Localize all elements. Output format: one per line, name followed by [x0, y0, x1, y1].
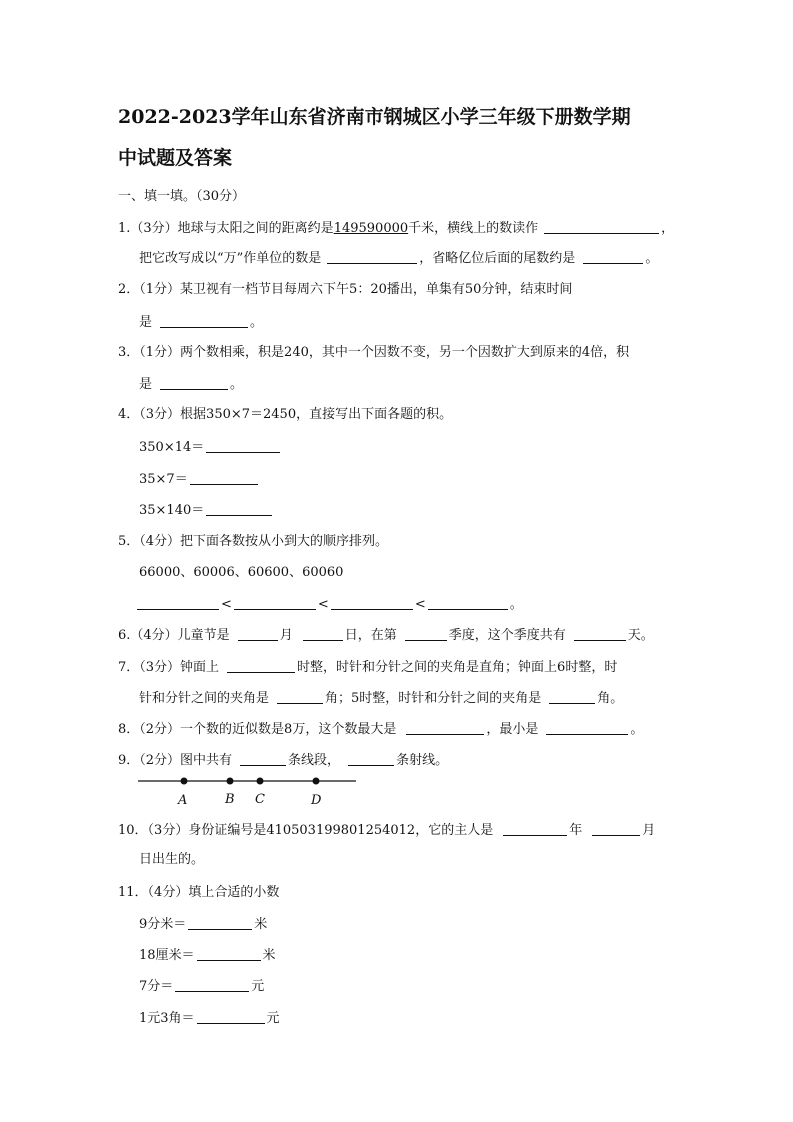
- section-heading: 一、填一填。（30分）: [118, 189, 246, 204]
- question-1-line-2: 把它改写成以“万”作单位的数是 ，省略亿位后面的尾数约是 。: [139, 251, 659, 266]
- answer-blank[interactable]: [188, 917, 252, 930]
- point-label-b: B: [225, 792, 235, 807]
- question-7-line-1: 7．（3分）钟面上 时整，时针和分针之间的夹角是直角；钟面上6时整，时: [118, 660, 618, 675]
- point-label-c: C: [255, 792, 265, 807]
- point-label-d: D: [311, 793, 322, 808]
- q4-item-1: 350×14＝: [139, 440, 282, 454]
- question-5: 5．（4分）把下面各数按从小到大的顺序排列。: [118, 534, 389, 549]
- answer-blank[interactable]: [303, 628, 343, 641]
- q11-item-2: 18厘米＝ 米: [139, 948, 276, 963]
- answer-blank[interactable]: [549, 691, 595, 704]
- point-c-dot: [257, 778, 264, 785]
- answer-blank[interactable]: [175, 979, 249, 992]
- question-10-line-2: 日出生的。: [139, 852, 205, 867]
- answer-blank[interactable]: [238, 628, 278, 641]
- question-2-line-2: 是 。: [139, 315, 264, 330]
- answer-blank[interactable]: [546, 722, 628, 735]
- q11-item-3: 7分＝ 元: [139, 979, 265, 994]
- question-9: 9．（2分）图中共有 条线段， 条射线。: [118, 753, 449, 768]
- answer-blank[interactable]: [197, 948, 261, 961]
- q11-item-4: 1元3角＝ 元: [139, 1011, 280, 1026]
- point-label-a: A: [178, 793, 188, 808]
- line-diagram: [138, 767, 358, 809]
- answer-blank[interactable]: [137, 597, 219, 610]
- answer-blank[interactable]: [327, 251, 417, 264]
- q11-item-1: 9分米＝ 米: [139, 917, 268, 932]
- answer-blank[interactable]: [331, 597, 413, 610]
- answer-blank[interactable]: [277, 691, 323, 704]
- answer-blank[interactable]: [240, 753, 286, 766]
- answer-blank[interactable]: [206, 503, 272, 516]
- q4-item-3: 35×140＝: [139, 503, 274, 517]
- answer-blank[interactable]: [227, 660, 295, 673]
- answer-blank[interactable]: [592, 823, 640, 836]
- line-diagram-svg: [138, 767, 358, 809]
- point-d-dot: [313, 778, 320, 785]
- answer-blank[interactable]: [190, 472, 258, 485]
- answer-blank[interactable]: [428, 597, 508, 610]
- answer-blank[interactable]: [160, 377, 228, 390]
- answer-blank[interactable]: [405, 628, 447, 641]
- question-2-line-1: 2．（1分）某卫视有一档节目每周六下午5：20播出，单集有50分钟，结束时间: [118, 282, 573, 297]
- answer-blank[interactable]: [197, 1011, 265, 1024]
- question-4: 4．（3分）根据350×7＝2450，直接写出下面各题的积。: [118, 407, 453, 422]
- answer-blank[interactable]: [206, 440, 280, 453]
- question-3-line-2: 是 。: [139, 377, 244, 392]
- answer-blank[interactable]: [583, 251, 643, 264]
- question-11: 11．（4分）填上合适的小数: [118, 885, 280, 900]
- question-6: 6.（4分）儿童节是 月 日，在第 季度，这个季度共有 天。: [118, 628, 654, 643]
- answer-blank[interactable]: [544, 221, 659, 234]
- q5-ordering: < < < 。: [137, 597, 523, 611]
- answer-blank[interactable]: [234, 597, 316, 610]
- question-8: 8．（2分）一个数的近似数是8万，这个数最大是 ，最小是 。: [118, 722, 644, 737]
- point-a-dot: [181, 778, 188, 785]
- answer-blank[interactable]: [503, 823, 567, 836]
- answer-blank[interactable]: [160, 315, 248, 328]
- answer-blank[interactable]: [348, 753, 394, 766]
- question-7-line-2: 针和分针之间的夹角是 角；5时整，时针和分针之间的夹角是 角。: [139, 691, 624, 706]
- question-1-line-1: 1.（3分）地球与太阳之间的距离约是149590000千米，横线上的数读作 ，: [118, 221, 675, 236]
- q4-item-2: 35×7＝: [139, 472, 260, 486]
- answer-blank[interactable]: [406, 722, 484, 735]
- answer-blank[interactable]: [574, 628, 626, 641]
- title-line-1: 2022-2023学年山东省济南市钢城区小学三年级下册数学期: [118, 106, 631, 128]
- point-b-dot: [227, 778, 234, 785]
- question-3-line-1: 3．（1分）两个数相乘，积是240，其中一个因数不变，另一个因数扩大到原来的4倍，积: [118, 345, 630, 360]
- distance-number: 149590000: [333, 221, 409, 236]
- title-line-2: 中试题及答案: [118, 147, 233, 169]
- q5-numbers: 66000、60006、60600、60060: [139, 565, 344, 580]
- question-10-line-1: 10．（3分）身份证编号是410503199801254012，它的主人是 年 月: [118, 823, 656, 838]
